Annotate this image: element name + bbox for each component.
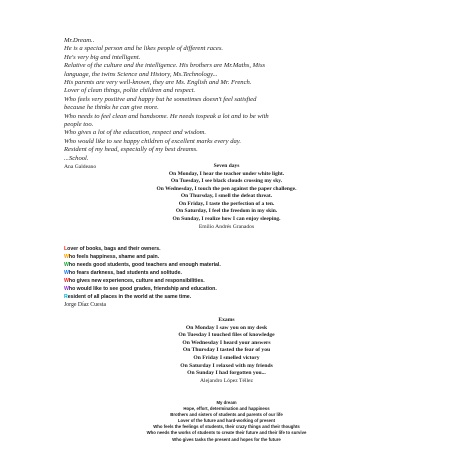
acrostic-letter: W bbox=[64, 254, 69, 260]
poem-line bbox=[64, 253, 394, 261]
acrostic-letter: W bbox=[64, 286, 69, 292]
poem-line: On Wednesday, I touch the pen against the paper challenge. bbox=[156, 185, 297, 192]
poem-line: On Saturday I relaxed with my friends bbox=[180, 362, 273, 369]
acrostic-letter: W bbox=[64, 270, 69, 276]
poem-line: On Friday I smelled victory bbox=[193, 354, 260, 361]
poem-author: Emilio Andrés Granados bbox=[198, 224, 255, 230]
poem-line: On Monday I saw you on my desk bbox=[185, 324, 268, 331]
poem-line: Relative of the culture and the intelligence. His brothers are Mr.Maths, Miss bbox=[64, 62, 266, 70]
poem-line: On Friday, I taste the perfection of a ten. bbox=[178, 200, 275, 207]
poem-line: people too. bbox=[64, 121, 94, 129]
poem-line: Mr.Dream.. bbox=[64, 37, 95, 44]
poem-line bbox=[64, 261, 394, 269]
poem-line: On Monday, I hear the teacher under white light. bbox=[168, 170, 285, 177]
poem-mr-dream bbox=[64, 37, 394, 171]
poem-seven-days bbox=[100, 163, 353, 231]
poem-line bbox=[64, 245, 394, 253]
poem-line: Who would like to see happy children of excellent marks every day. bbox=[64, 137, 241, 145]
poem-title: Seven days bbox=[213, 163, 240, 169]
poem-line: Resident of my head, especially of my best dreams. bbox=[64, 146, 198, 154]
poem-line-text: ho would like to see good grades, friendship and education. bbox=[68, 286, 217, 292]
poem-line: On Saturday, I feel the freedom in my skin. bbox=[175, 208, 278, 214]
poem-line: Brothers and sisters of students and parents of our life bbox=[170, 412, 283, 418]
poem-line: Who gives tasks the present and hopes for the future bbox=[172, 436, 281, 442]
poem-line-text: ho gives new experiences, culture and responsibilities. bbox=[68, 278, 205, 284]
poem-line: language, the twins Science and History, Ms.Technology... bbox=[64, 70, 218, 78]
poem-line: He is a special person and he likes people of different races. bbox=[64, 45, 224, 53]
poem-acrostic bbox=[64, 245, 394, 309]
poem-line-text: ho needs good students, good teachers and enough material. bbox=[68, 262, 221, 268]
poem-exams bbox=[120, 317, 333, 385]
poem-line: ...School. bbox=[64, 154, 89, 162]
poem-line: On Thursday, I smell the defeat threat. bbox=[180, 193, 273, 199]
poem-line-text: ho feels happiness, shame and pain. bbox=[68, 254, 160, 260]
poem-line: Who feels very positive and happy but he sometimes doesn't feel satisfied bbox=[64, 95, 257, 103]
poem-line: Who needs to feel clean and handsome. He needs tospeak a lot and to be with bbox=[64, 112, 269, 120]
poem-line: On Sunday, I realize how I can enjoy sleeping. bbox=[172, 215, 281, 222]
poem-author: Jorge Díaz Cuesta bbox=[64, 302, 107, 308]
poem-line: Hope, effort, determination and happiness bbox=[183, 406, 270, 412]
poem-line: On Sunday I had forgotten you... bbox=[187, 370, 266, 377]
poem-my-dream bbox=[80, 400, 373, 443]
poem-line: On Tuesday I touched files of knowledge bbox=[178, 332, 275, 339]
poem-line: His parents are very well-known, they are Ms. English and Mr. French. bbox=[64, 79, 252, 87]
poem-line: Lover of clean things, polite children and respect. bbox=[64, 87, 196, 95]
poem-line-text: over of books, bags and their owners. bbox=[67, 246, 161, 252]
poem-line: Who needs the works of students to create their future and their life to survive bbox=[146, 430, 307, 436]
acrostic-letter: L bbox=[64, 246, 68, 252]
poem-line: Who gives a lot of the education, respect and wisdom. bbox=[64, 129, 207, 137]
poem-line-text: esident of all places in the world at the same time. bbox=[67, 294, 192, 300]
poem-line: because he thinks he can give more. bbox=[64, 104, 159, 112]
poem-author: Alejandro López Téllez bbox=[199, 377, 253, 384]
poem-line: Who feels the feelings of students, their crazy things and their thoughts bbox=[153, 424, 300, 430]
poem-title: My dream bbox=[216, 400, 237, 405]
poem-title: Exams bbox=[218, 317, 235, 323]
poem-line: On Tuesday, I see black clouds crossing my sky. bbox=[170, 178, 283, 184]
poem-line-text: ho fears darkness, bad students and solitude. bbox=[68, 270, 182, 276]
acrostic-letter: W bbox=[64, 278, 69, 284]
acrostic-letter: R bbox=[64, 294, 68, 300]
poem-line bbox=[64, 293, 394, 301]
poem-line: Lover of the future and hard-working of present bbox=[177, 418, 276, 424]
poem-author: Ana Galdeano bbox=[64, 164, 97, 171]
poem-line bbox=[64, 285, 394, 293]
poem-line: On Wednesday I heard your answers bbox=[182, 339, 271, 346]
acrostic-letter: W bbox=[64, 262, 69, 268]
poem-line: He's very big and intelligent. bbox=[64, 53, 141, 61]
poem-line bbox=[64, 269, 394, 277]
poem-line bbox=[64, 277, 394, 285]
poem-line: On Thursday I tasted the fear of you bbox=[182, 347, 271, 354]
